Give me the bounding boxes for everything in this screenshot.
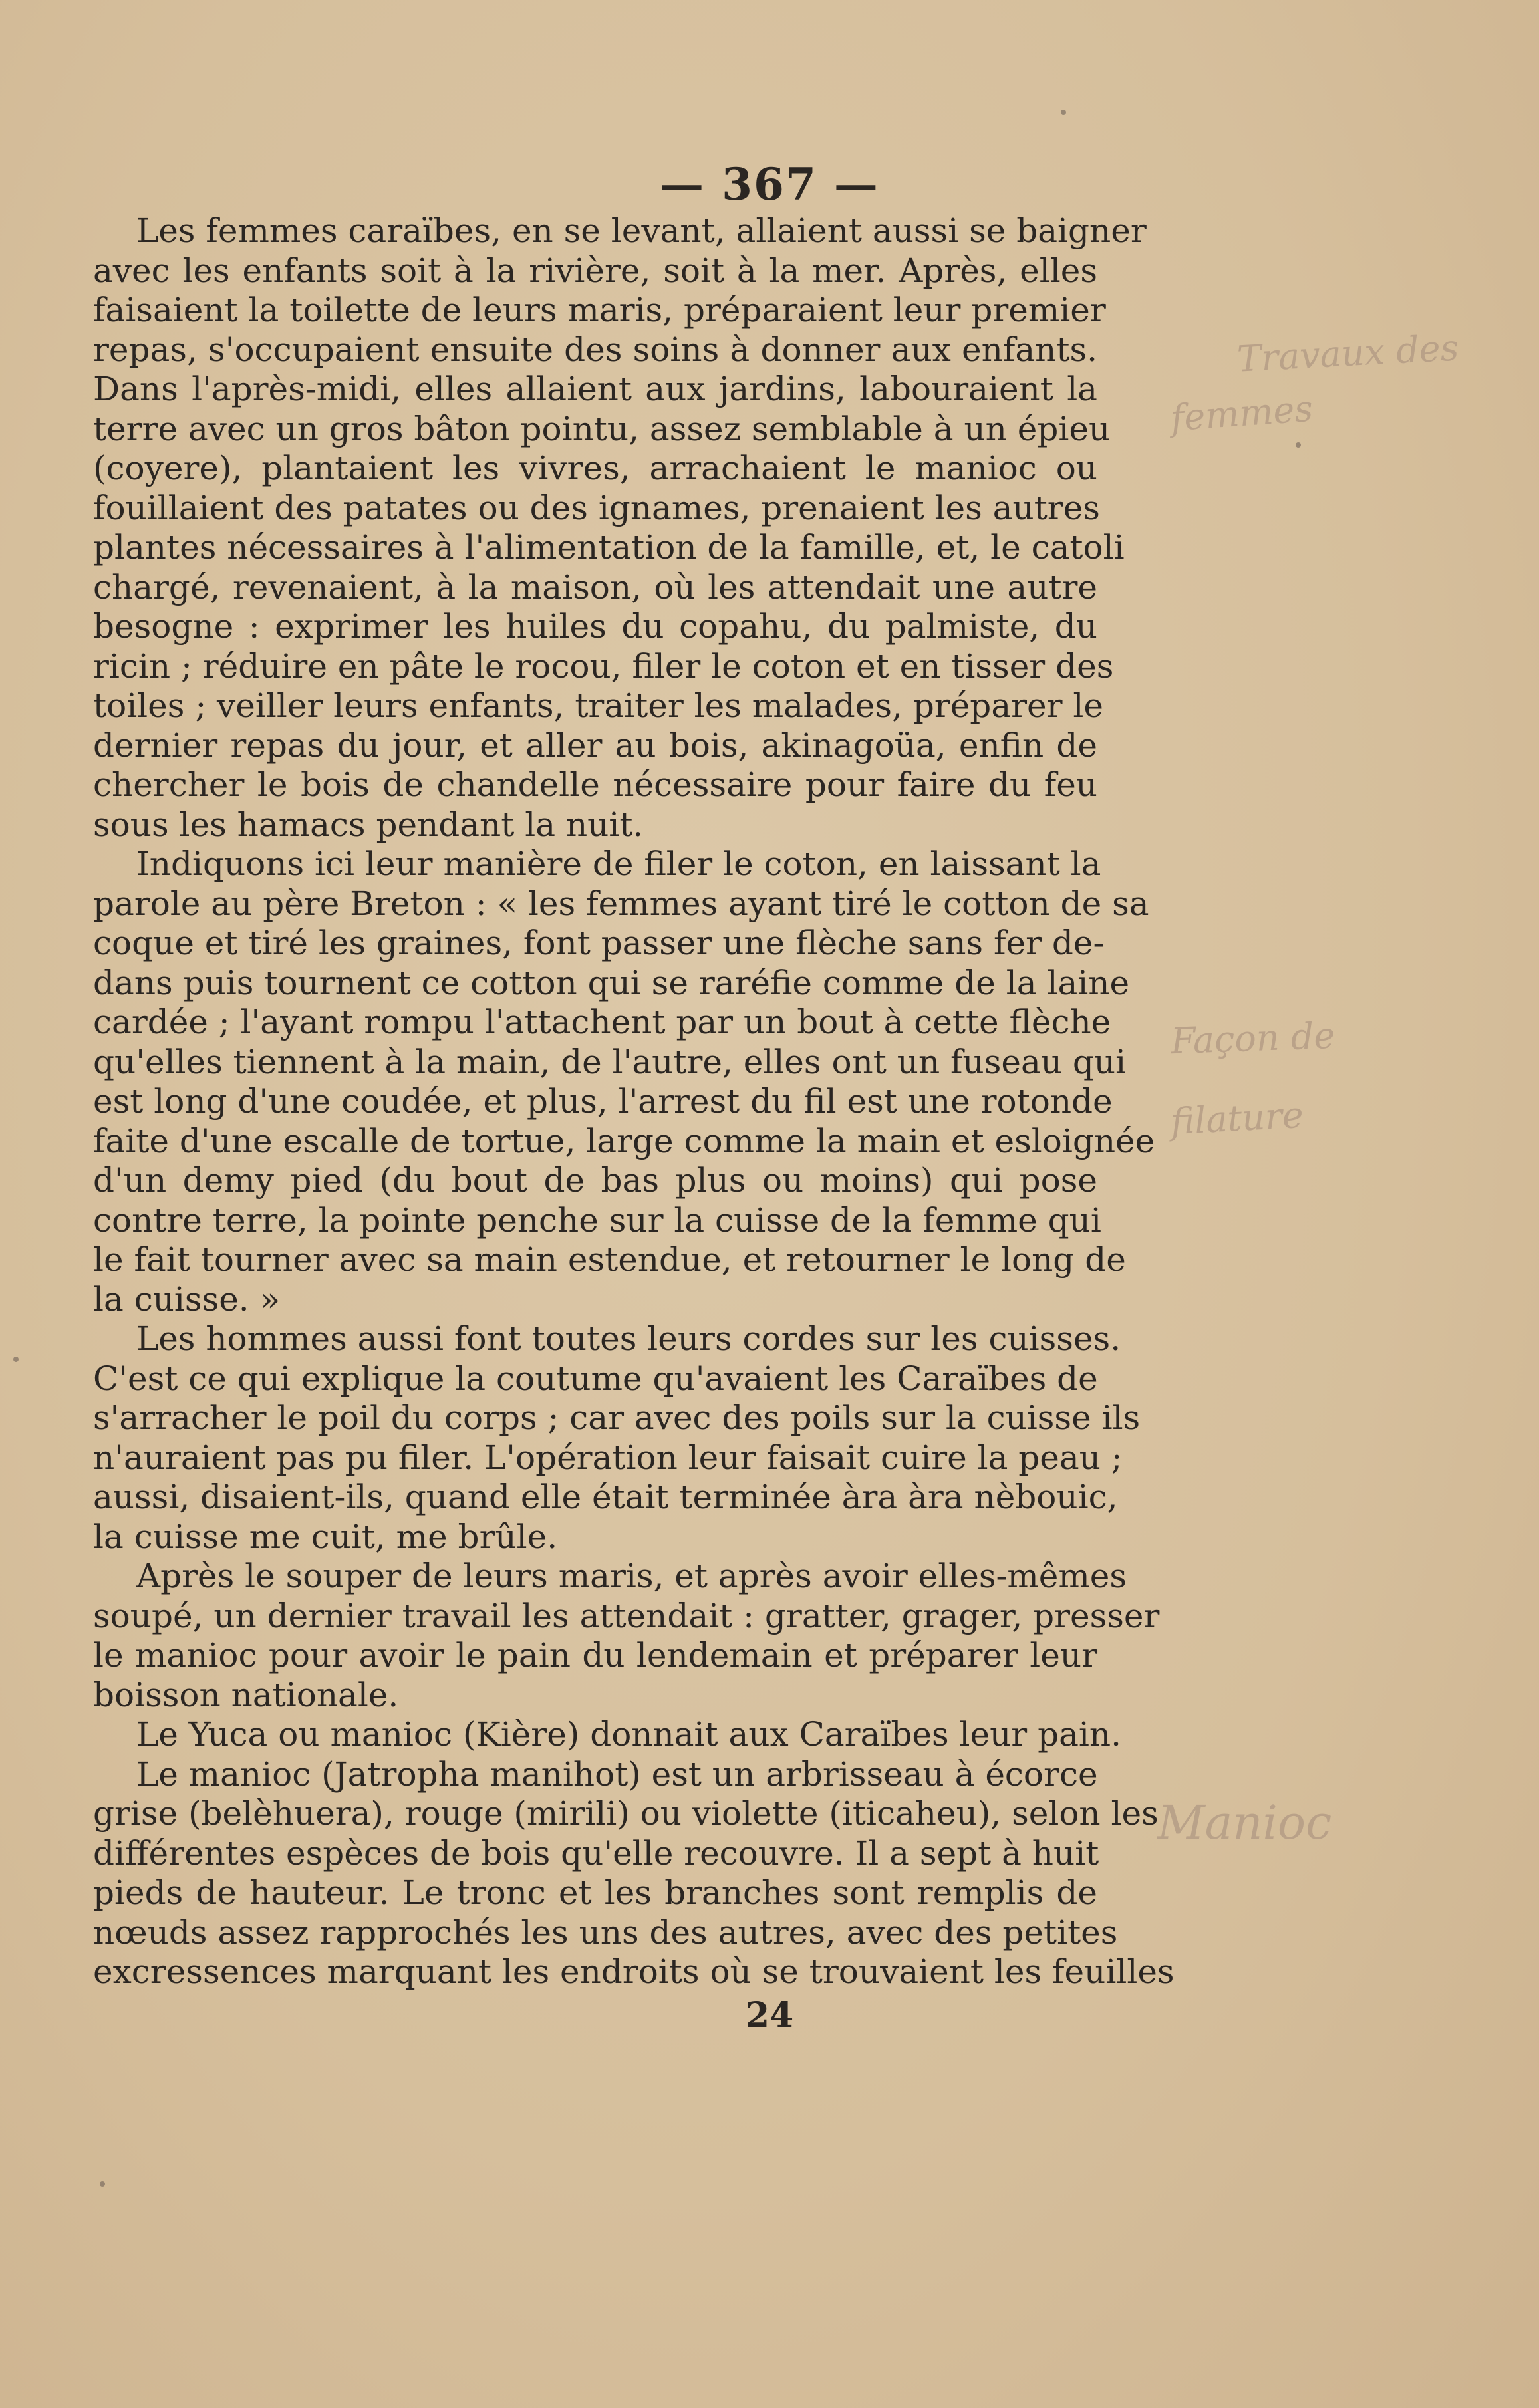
text-line: C'est ce qui explique la coutume qu'avaient les Caraïbes de	[93, 1359, 1098, 1398]
text-line: avec les enfants soit à la rivière, soit à la mer. Après, elles	[93, 251, 1097, 290]
text-line: la cuisse me cuit, me brûle.	[93, 1517, 558, 1556]
text-line: chargé, revenaient, à la maison, où les attendait une autre	[93, 567, 1097, 606]
text-line: besogne : exprimer les huiles du copahu, du palmiste, du	[93, 607, 1097, 646]
text-line: excressences marquant les endroits où se trouvaient les feuilles	[93, 1952, 1175, 1991]
text-line: contre terre, la pointe penche sur la cuisse de la femme qui	[93, 1200, 1101, 1240]
text-line: sous les hamacs pendant la nuit.	[93, 805, 644, 844]
paper-speck	[1296, 442, 1301, 448]
text-line: grise (belèhuera), rouge (mirili) ou violette (iticaheu), selon les	[93, 1794, 1159, 1833]
text-line: différentes espèces de bois qu'elle recouvre. Il a sept à huit	[93, 1833, 1099, 1873]
text-line: plantes nécessaires à l'alimentation de la famille, et, le catoli	[93, 528, 1125, 567]
text-line: Le Yuca ou manioc (Kière) donnait aux Caraïbes leur pain.	[136, 1715, 1122, 1754]
text-line: faisaient la toilette de leurs maris, préparaient leur premier	[93, 291, 1106, 329]
paragraph	[93, 1754, 1175, 1992]
paragraph	[93, 1319, 1141, 1557]
text-line: dans puis tournent ce cotton qui se raréfie comme de la laine	[93, 963, 1130, 1002]
text-line: Après le souper de leurs maris, et après avoir elles-mêmes	[136, 1557, 1127, 1595]
paragraph	[93, 845, 1155, 1319]
text-line: est long d'une coudée, et plus, l'arrest du fil est une rotonde	[93, 1082, 1113, 1121]
paragraph	[93, 211, 1147, 845]
text-line: chercher le bois de chandelle nécessaire pour faire du feu	[93, 765, 1097, 804]
text-line: (coyere), plantaient les vivres, arrachaient le manioc ou	[93, 449, 1097, 487]
text-line: dernier repas du jour, et aller au bois, akinagoüa, enfin de	[93, 726, 1097, 765]
text-line: ricin ; réduire en pâte le rocou, filer le coton et en tisser des	[93, 646, 1114, 686]
margin-note-2: femmes	[1169, 387, 1314, 440]
paper-speck	[13, 1357, 19, 1362]
signature-mark: 24	[745, 1995, 794, 2036]
text-line: le fait tourner avec sa main estendue, et retourner le long de	[93, 1240, 1126, 1279]
text-line: faite d'une escalle de tortue, large comme la main et esloignée	[93, 1121, 1155, 1160]
paper-speck	[1061, 110, 1066, 115]
paragraph	[93, 1557, 1160, 1715]
text-line: pieds de hauteur. Le tronc et les branches sont remplis de	[93, 1873, 1097, 1912]
margin-note-1: Travaux des	[1236, 327, 1460, 380]
text-line: repas, s'occupaient ensuite des soins à donner aux enfants.	[93, 330, 1097, 369]
text-line: le manioc pour avoir le pain du lendemain et préparer leur	[93, 1636, 1097, 1674]
text-line: nœuds assez rapprochés les uns des autres, avec des petites	[93, 1913, 1118, 1952]
text-line: Les femmes caraïbes, en se levant, allaient aussi se baigner	[136, 211, 1147, 250]
text-line: toiles ; veiller leurs enfants, traiter les malades, préparer le	[93, 686, 1103, 725]
text-line: soupé, un dernier travail les attendait : gratter, grager, presser	[93, 1596, 1160, 1635]
margin-note-3: Façon de	[1169, 1014, 1336, 1063]
paper-speck	[100, 2181, 105, 2187]
text-line: la cuisse. »	[93, 1279, 281, 1319]
text-line: aussi, disaient-ils, quand elle était terminée àra àra nèbouic,	[93, 1478, 1118, 1516]
text-line: s'arracher le poil du corps ; car avec des poils sur la cuisse ils	[93, 1399, 1141, 1437]
text-line: terre avec un gros bâton pointu, assez semblable à un épieu	[93, 409, 1111, 448]
text-line: boisson nationale.	[93, 1675, 399, 1714]
text-line: qu'elles tiennent à la main, de l'autre, elles ont un fuseau qui	[93, 1042, 1127, 1081]
text-line: Les hommes aussi font toutes leurs cordes sur les cuisses.	[136, 1319, 1121, 1358]
paragraph	[93, 1715, 1122, 1755]
body-text	[93, 211, 1175, 1992]
text-line: n'auraient pas pu filer. L'opération leur faisait cuire la peau ;	[93, 1438, 1123, 1477]
text-line: cardée ; l'ayant rompu l'attachent par un bout à cette flèche	[93, 1003, 1111, 1041]
text-line: Le manioc (Jatropha manihot) est un arbrisseau à écorce	[136, 1754, 1098, 1794]
text-line: Indiquons ici leur manière de filer le coton, en laissant la	[136, 845, 1101, 883]
text-line: coque et tiré les graines, font passer une flèche sans fer de-	[93, 924, 1105, 962]
text-line: parole au père Breton : « les femmes ayant tiré le cotton de sa	[93, 884, 1149, 923]
margin-note-4: filature	[1169, 1093, 1305, 1143]
margin-note-5: Manioc	[1157, 1796, 1332, 1850]
text-line: Dans l'après-midi, elles allaient aux jardins, labouraient la	[93, 370, 1097, 408]
text-line: d'un demy pied (du bout de bas plus ou moins) qui pose	[93, 1161, 1097, 1200]
text-line: fouillaient des patates ou des ignames, prenaient les autres	[93, 488, 1100, 527]
page-number: — 367 —	[660, 158, 879, 210]
